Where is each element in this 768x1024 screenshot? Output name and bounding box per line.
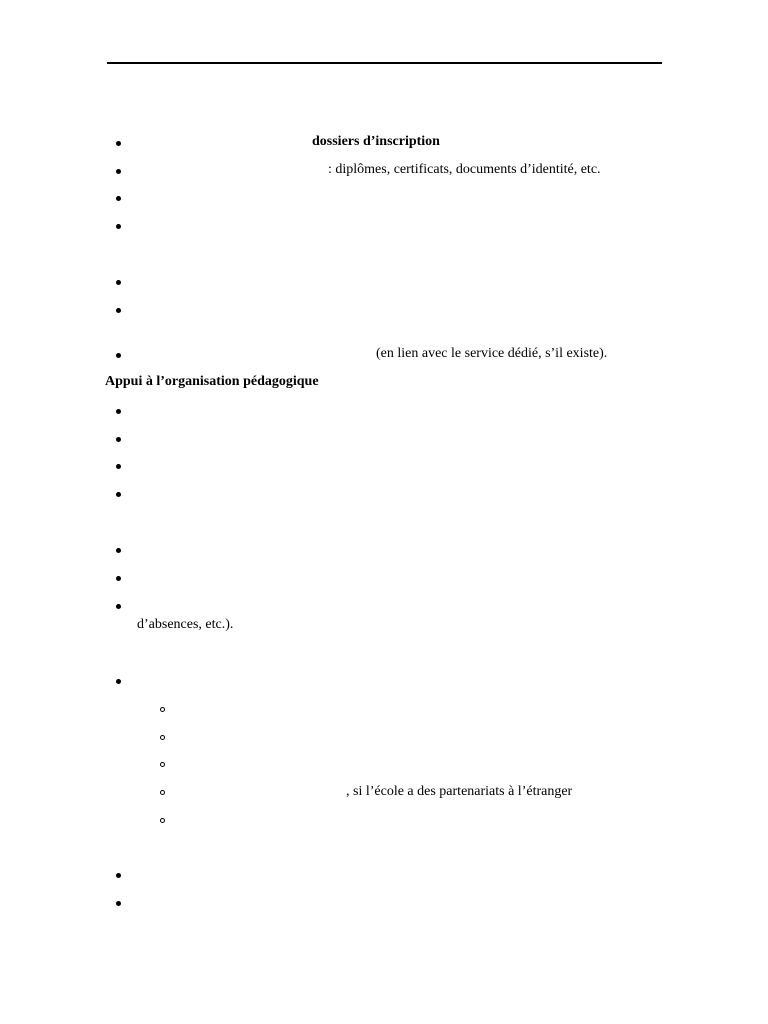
list-item-text: (en lien avec le service dédié, s’il existe). <box>376 346 608 361</box>
bullet-marker <box>116 548 121 553</box>
bullet-marker <box>116 169 121 174</box>
bullet-marker <box>116 224 121 229</box>
sub-bullet-marker <box>160 735 165 740</box>
bullet-marker <box>116 409 121 414</box>
list-item-text-bold: dossiers d’inscription <box>312 134 440 149</box>
bullet-marker <box>116 604 121 609</box>
list-item-continuation: d’absences, etc.). <box>137 617 234 632</box>
header-rule <box>107 62 662 64</box>
bullet-marker <box>116 873 121 878</box>
bullet-marker <box>116 308 121 313</box>
bullet-marker <box>116 141 121 146</box>
bullet-marker <box>116 196 121 201</box>
list-item-text: : diplômes, certificats, documents d’identité, etc. <box>328 162 601 177</box>
bullet-marker <box>116 464 121 469</box>
sub-bullet-marker <box>160 790 165 795</box>
bullet-marker <box>116 280 121 285</box>
bullet-marker <box>116 901 121 906</box>
sub-bullet-marker <box>160 818 165 823</box>
bullet-marker <box>116 353 121 358</box>
sub-bullet-marker <box>160 707 165 712</box>
bullet-marker <box>116 576 121 581</box>
section-heading: Appui à l’organisation pédagogique <box>105 374 319 389</box>
bullet-marker <box>116 679 121 684</box>
bullet-marker <box>116 437 121 442</box>
sub-bullet-marker <box>160 762 165 767</box>
bullet-marker <box>116 492 121 497</box>
sub-list-item-text: , si l’école a des partenariats à l’étranger <box>346 784 573 799</box>
